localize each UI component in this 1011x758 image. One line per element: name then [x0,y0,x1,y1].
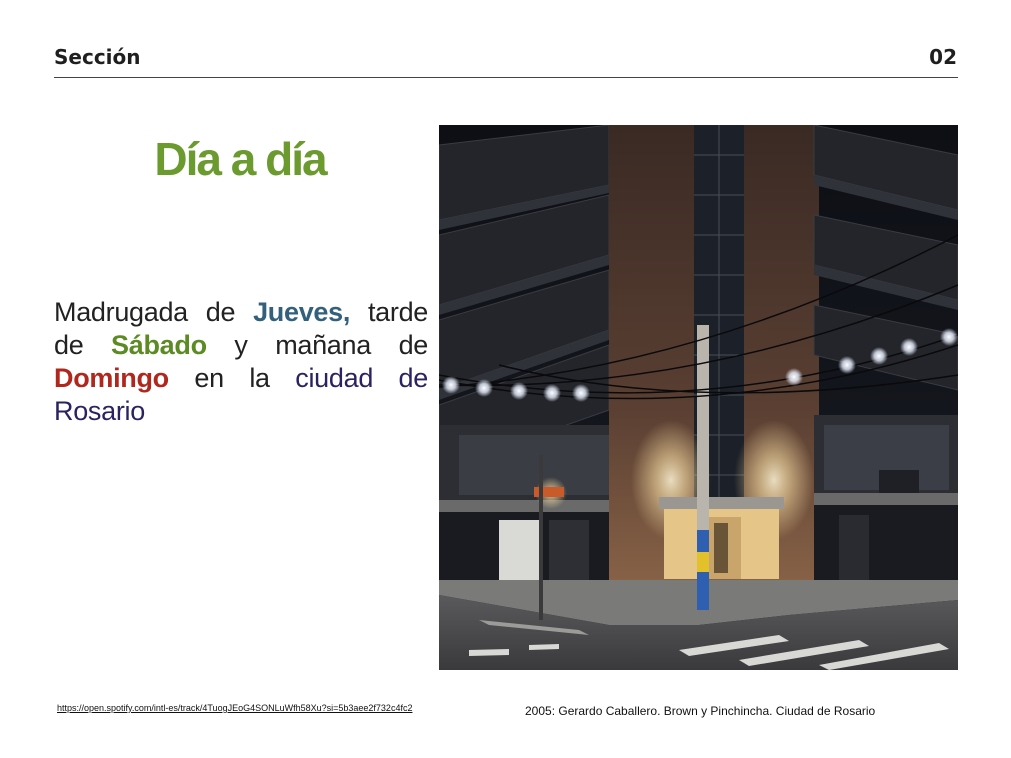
spotify-link[interactable]: https://open.spotify.com/intl-es/track/4TuogJEoG4SONLuWfh58Xu?si=5b3aee2f732c4fc2 [57,703,413,713]
body-segment-domingo: Domingo [54,363,169,393]
body-segment-jueves: Jueves, [253,297,351,327]
slide-title: Día a día [154,133,326,185]
body-segment-ciudad: ciudad de Rosario [54,363,428,426]
photo-caption: 2005: Gerardo Caballero. Brown y Pinchincha. Ciudad de Rosario [525,704,876,718]
building-photo [439,125,958,670]
body-segment-manana: y mañana de [206,330,428,360]
body-segment-en-la: en la [168,363,296,393]
header-divider [54,77,958,78]
building-photo-illustration [439,125,958,670]
section-number: 02 [929,45,957,69]
body-paragraph [54,296,428,428]
body-segment-sabado: Sábado [111,330,207,360]
section-label: Sección [54,45,141,69]
body-segment-tarde: tarde de [54,297,428,360]
body-segment-madrugada: Madrugada de [54,297,254,327]
